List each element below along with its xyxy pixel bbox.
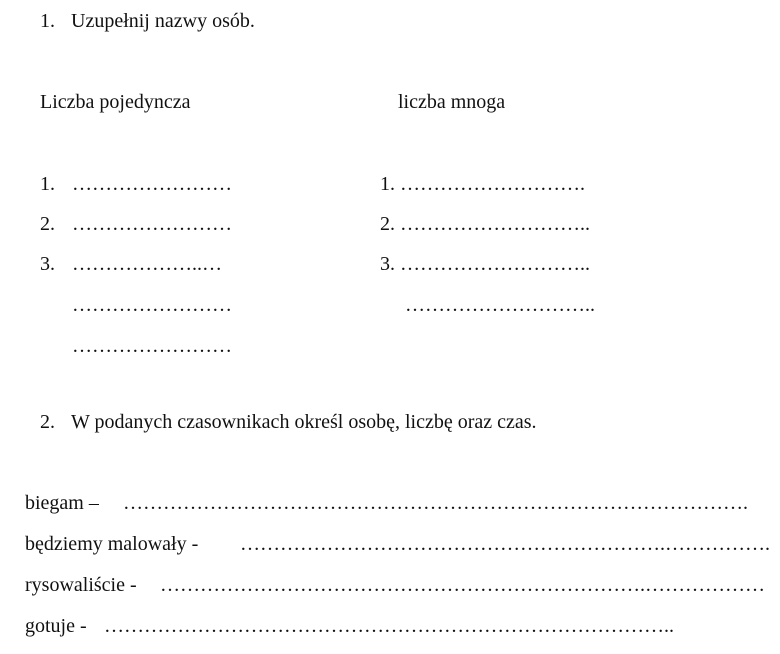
plural-column-header: liczba mnoga [398,91,506,113]
singular-item-number: 1. [40,173,55,195]
singular-item-number: 2. [40,213,55,235]
plural-blank-line[interactable]: 1. ………………………. [380,174,585,194]
task-2-title: W podanych czasownikach określ osobę, liczbę oraz czas. [71,411,537,433]
verb-answer-line[interactable]: ……………………………………………………………….……………… [160,575,765,595]
verb-answer-line[interactable]: ………………………………………………………………………….. [104,616,674,636]
verb-answer-line[interactable]: …………………………………………………………………………………. [123,493,748,513]
singular-blank-line[interactable]: …………………… [72,295,232,315]
singular-column-header: Liczba pojedyncza [40,91,191,113]
task-1-number: 1. [40,10,55,32]
verb-answer-line[interactable]: ……………………………………………………….……………. [240,534,770,554]
singular-blank-line[interactable]: ………………..… [72,254,222,274]
verb-label: rysowaliście - [25,574,137,596]
singular-blank-line[interactable]: …………………… [72,174,232,194]
verb-label: biegam – [25,492,99,514]
singular-item-number: 3. [40,253,55,275]
task-1-title: Uzupełnij nazwy osób. [71,10,255,32]
verb-label: gotuje - [25,615,87,637]
verb-label: będziemy malowały - [25,533,199,555]
task-2-number: 2. [40,411,55,433]
plural-blank-line[interactable]: 3. ……………………….. [380,254,590,274]
plural-blank-line[interactable]: 2. ……………………….. [380,214,590,234]
singular-blank-line[interactable]: …………………… [72,214,232,234]
plural-blank-line[interactable]: ……………………….. [405,295,595,315]
singular-blank-line[interactable]: …………………… [72,336,232,356]
